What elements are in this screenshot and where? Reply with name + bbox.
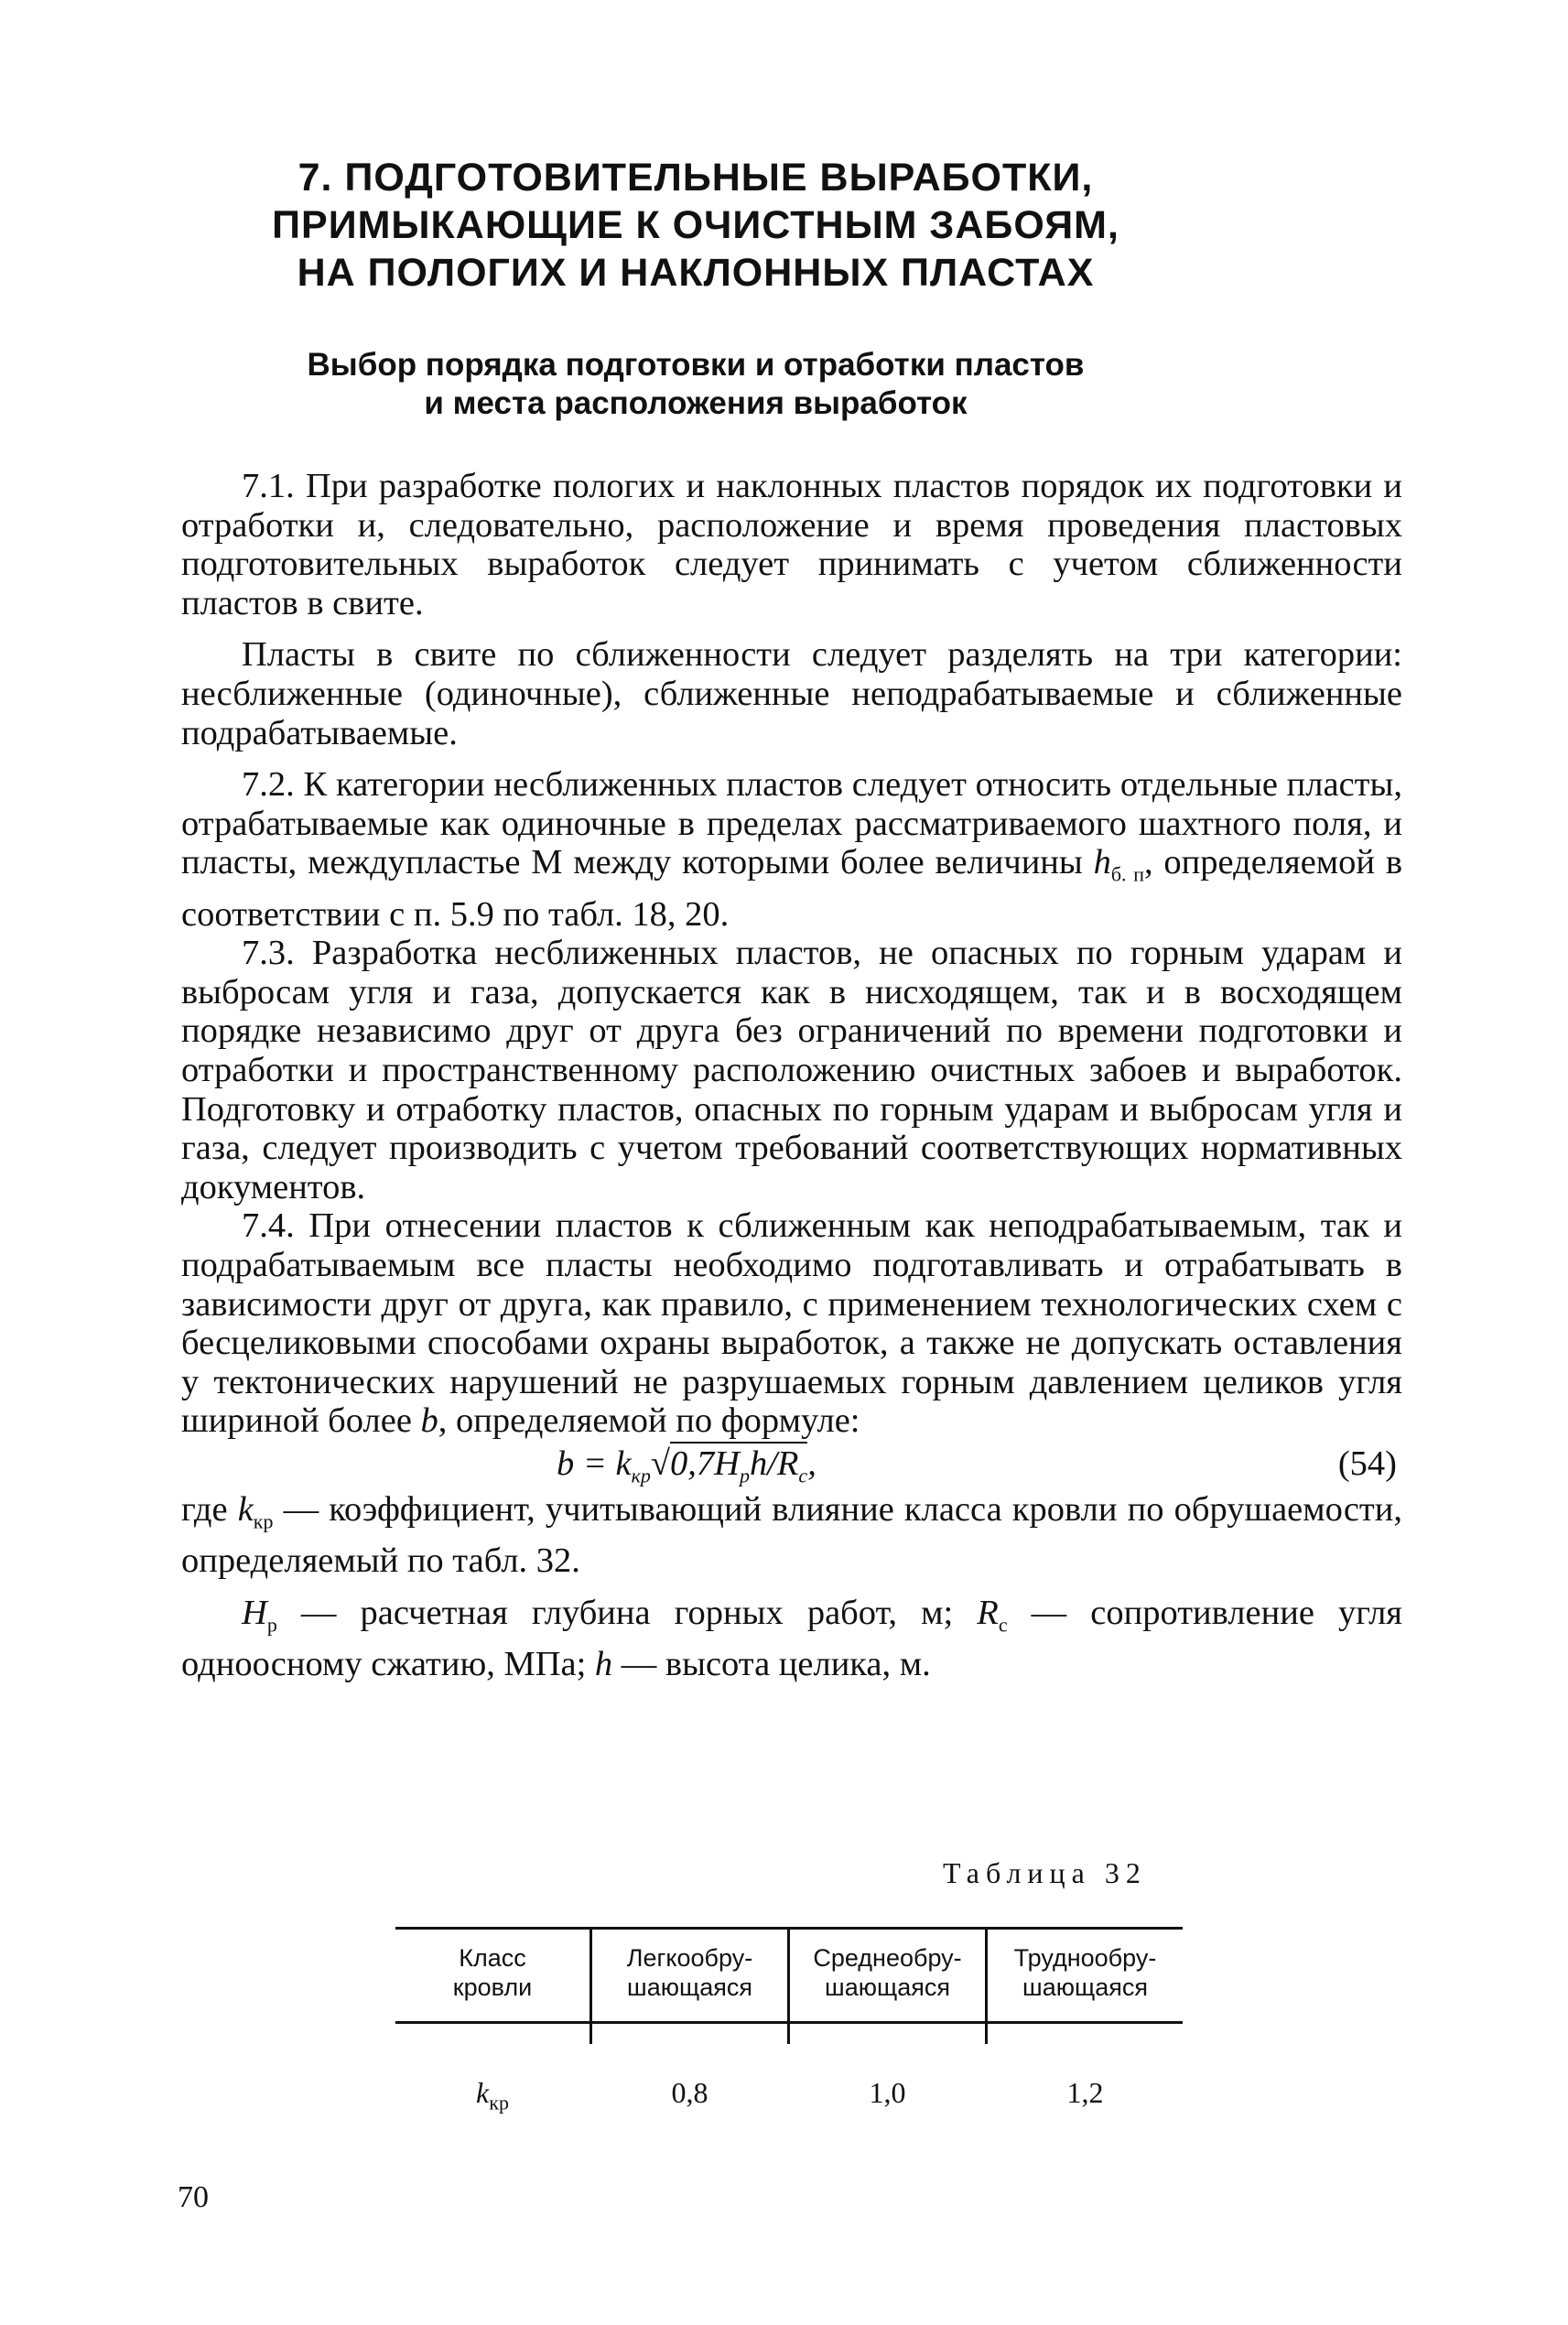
section-heading-line: Выбор порядка подготовки и отработки пластов — [307, 347, 1085, 383]
paragraph-7-1: 7.1. При разработке пологих и наклонных пластов порядок их подготовки и отработки и, следовательно, расположение и время проведения пластовых подготовительных выработок следует принимать с учетом сближенности пластов в свите. — [181, 467, 1402, 622]
chapter-title-line: 7. ПОДГОТОВИТЕЛЬНЫЕ ВЫРАБОТКИ, — [297, 156, 1094, 200]
table-value-cell: 0,8 — [671, 2076, 708, 2109]
paragraph-7-3: 7.3. Разработка несближенных пластов, не опасных по горным ударам и выбросам угля и газа, допускается как в нисходящем, так и в восходящем порядке независимо друг от друга без ограничений по времени подготовки и отработки и пространственному расположению очистных забоев и выработок. Подготовку и отработку пластов, опасных по горным ударам и выбросам угля и газа, следует производить с учетом требований соответствующих нормативных документов. — [181, 934, 1402, 1206]
table-header-cell: Класс кровли — [452, 1944, 533, 2001]
chapter-title-line: НА ПОЛОГИХ И НАКЛОННЫХ ПЛАСТАХ — [297, 251, 1095, 295]
paragraph-7-1-categories: Пласты в свите по сближенности следует разделять на три категории: несближенные (одиночные), сближенные неподрабатываемые и сближенные подрабатываемые. — [181, 635, 1402, 752]
chapter-title — [183, 154, 1208, 297]
body-text — [181, 467, 1402, 1684]
table-row-label: $k_{кр}$ — [476, 2076, 509, 2114]
paragraph-7-2: 7.2. К категории несближенных пластов следует относить отдельные пласты, отрабатываемые как одиночные в пределах рассматриваемого шахтного поля, и пласты, междупластье М между которыми более величины $h_{б. п}$, определяемой в соответствии с п. 5.9 по табл. 18, 20. — [181, 765, 1403, 934]
chapter-title-line: ПРИМЫКАЮЩИЕ К ОЧИСТНЫМ ЗАБОЯМ, — [272, 203, 1119, 247]
table-caption: Таблица 32 — [943, 1856, 1147, 1889]
section-heading — [183, 346, 1208, 423]
table-header-cell: Труднообру- шающаяся — [1013, 1944, 1157, 2001]
formula-54 — [181, 1443, 1402, 1488]
section-heading-line: и места расположения выработок — [424, 385, 968, 421]
paragraph-definitions: $H_р$ — расчетная глубина горных работ, м; $R_с$ — сопротивление угля одноосному сжатию, МПа; h — высота целика, м. — [181, 1593, 1403, 1684]
table-32 — [395, 1927, 1183, 2119]
page-number: 70 — [178, 2180, 209, 2214]
table-header-cell: Легкообру- шающаяся — [626, 1944, 753, 2001]
formula-number: (54) — [1337, 1444, 1397, 1483]
table-value-cell: 1,2 — [1066, 2076, 1104, 2109]
table-value-cell: 1,0 — [869, 2076, 906, 2109]
table-header-cell: Среднеобру- шающаяся — [813, 1944, 962, 2001]
formula-expression: $b = k_{кр}√0,7H_рh/R_с$, — [557, 1444, 816, 1496]
paragraph-where: где $k_{кр}$ — коэффициент, учитывающий влияние класса кровли по обрушаемости, определяемый по табл. 32. — [181, 1489, 1402, 1581]
paragraph-7-4: 7.4. При отнесении пластов к сближенным как неподрабатываемым, так и подрабатываемым все пласты необходимо подготавливать и отрабатывать в зависимости друг от друга, как правило, с применением технологических схем с бесцеликовыми способами охраны выработок, а также не допускать оставления у тектонических нарушений не разрушаемых горным давлением целиков угля шириной более b, определяемой по формуле: — [181, 1206, 1402, 1441]
